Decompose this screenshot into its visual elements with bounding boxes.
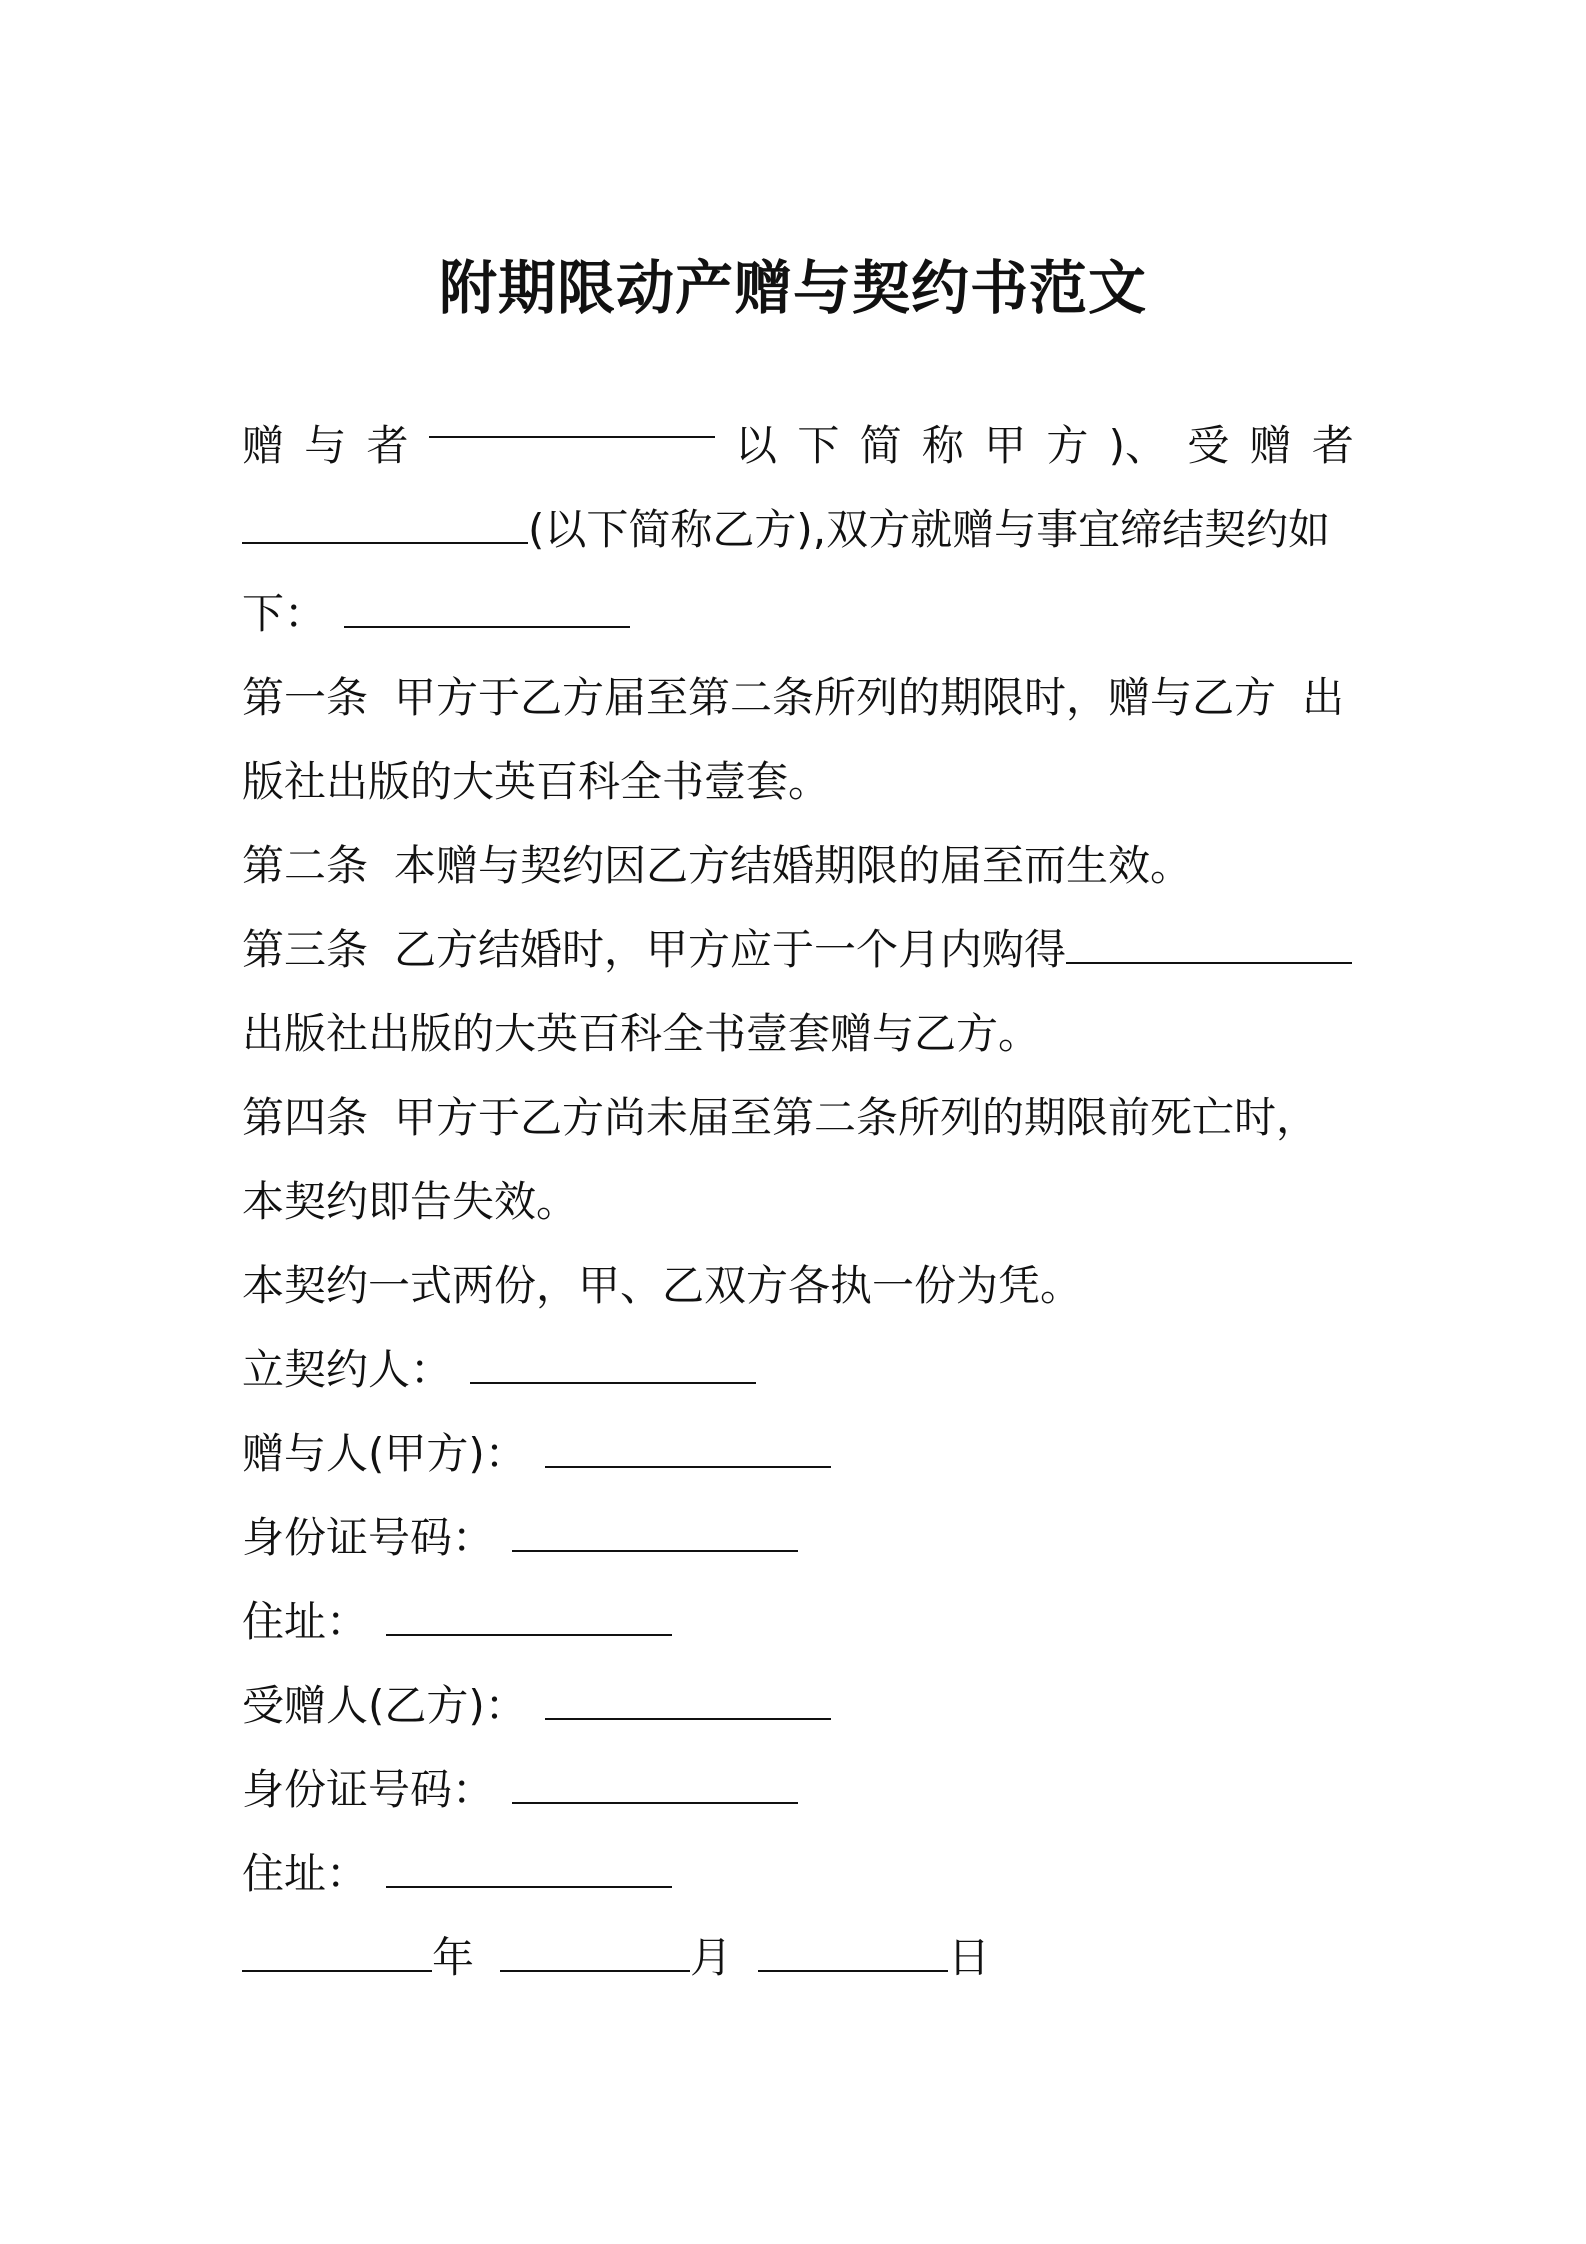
donor-blank [545,1434,831,1468]
intro-char: 者 [1311,421,1354,470]
day-blank [758,1938,948,1972]
article-1-text: 甲方于乙方届至第二条所列的期限时，赠与乙方 [394,673,1277,722]
intro-char: )、 [1108,421,1168,470]
donor-id-label: 身份证号码： [242,1513,495,1562]
day-label: 日 [948,1933,991,1982]
article-1-tail: 出 [1302,673,1345,722]
article-3-line-2 [242,992,1354,1076]
contractor-blank [470,1350,756,1384]
year-label: 年 [432,1933,475,1982]
document-title: 附期限动产赠与契约书范文 [438,254,1147,322]
intro-char: 赠 [242,421,285,470]
intro-char: 下 [797,421,840,470]
contractor-label: 立契约人： [242,1345,453,1394]
donee-address-blank [386,1854,672,1888]
intro-line-1 [242,404,1354,488]
article-2-head: 第二条 [242,841,369,890]
donee-name-blank [242,510,528,544]
copies-clause [242,1244,1354,1328]
intro-line-2 [242,488,1354,572]
article-3-text: 乙方结婚时，甲方应于一个月内购得 [394,925,1067,974]
article-1-text-2: 版社出版的大英百科全书壹套。 [242,757,831,806]
intro-char: 简 [859,421,902,470]
intro-blank [344,594,630,628]
intro-char: 方 [1046,421,1089,470]
copies-text: 本契约一式两份，甲、乙双方各执一份为凭。 [242,1261,1083,1310]
intro-char: 受 [1187,421,1230,470]
document-body [242,404,1354,2000]
month-blank [500,1938,690,1972]
article-3-head: 第三条 [242,925,369,974]
article-3-text-2: 出版社出版的大英百科全书壹套赠与乙方。 [242,1009,1041,1058]
donor-id-field [242,1496,1354,1580]
donee-field [242,1664,1354,1748]
intro-char: 称 [921,421,964,470]
intro-char: 赠 [1249,421,1292,470]
donor-name-blank [429,404,715,438]
intro-line-3-label: 下： [242,589,327,638]
donor-address-field [242,1580,1354,1664]
donor-address-blank [386,1602,672,1636]
donee-label: 受赠人(乙方)： [242,1681,527,1730]
donee-id-label: 身份证号码： [242,1765,495,1814]
donee-blank [545,1686,831,1720]
article-4-line-2 [242,1160,1354,1244]
intro-char: 甲 [984,421,1027,470]
article-1-line-1 [242,656,1354,740]
date-field [242,1916,1354,2000]
article-4-text-2: 本契约即告失效。 [242,1177,579,1226]
donee-address-field [242,1832,1354,1916]
article-2-text: 本赠与契约因乙方结婚期限的届至而生效。 [394,841,1193,890]
intro-char: 以 [735,421,778,470]
donor-label: 赠与人(甲方)： [242,1429,527,1478]
month-label: 月 [690,1933,733,1982]
donor-address-label: 住址： [242,1597,369,1646]
donee-id-field [242,1748,1354,1832]
donor-field [242,1412,1354,1496]
intro-char: 与 [304,421,347,470]
donee-address-label: 住址： [242,1849,369,1898]
article-1-line-2 [242,740,1354,824]
year-blank [242,1938,432,1972]
article-4-head: 第四条 [242,1093,369,1142]
article-2 [242,824,1354,908]
contractor-field [242,1328,1354,1412]
intro-line-2-text: (以下简称乙方),双方就赠与事宜缔结契约如 [528,505,1331,554]
article-4-text: 甲方于乙方尚未届至第二条所列的期限前死亡时， [394,1093,1319,1142]
publisher-blank [1066,930,1352,964]
article-3-line-1 [242,908,1354,992]
intro-char: 者 [366,421,409,470]
donee-id-blank [512,1770,798,1804]
donor-id-blank [512,1518,798,1552]
article-1-head: 第一条 [242,673,369,722]
article-4-line-1 [242,1076,1354,1160]
intro-line-3 [242,572,1354,656]
